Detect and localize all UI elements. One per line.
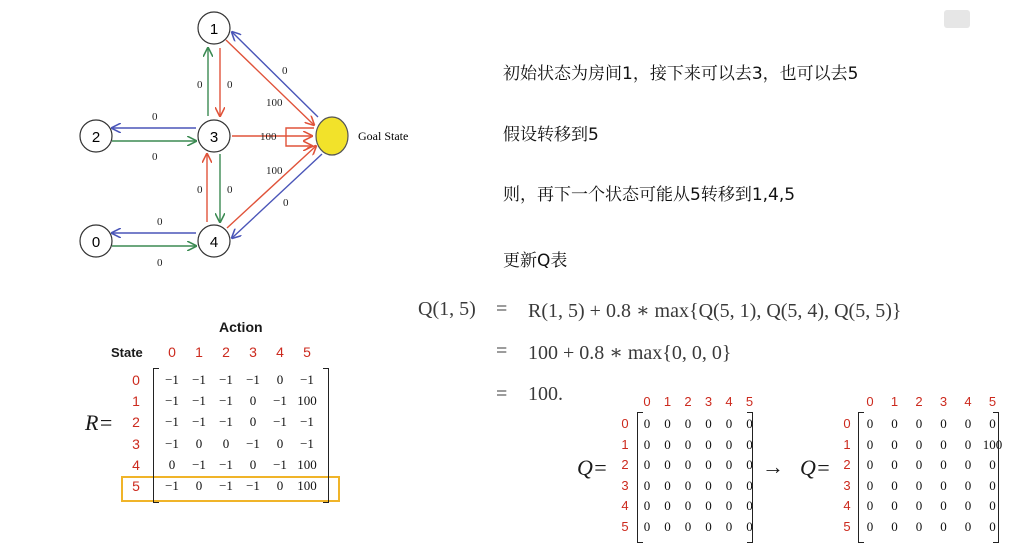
matrix-cell: 100 [297,478,317,493]
column-label: 3 [704,394,713,409]
column-label: 0 [168,344,176,360]
matrix-cell: 0 [195,435,203,451]
matrix-cell: −1 [192,372,206,387]
matrix-cell: 0 [891,416,898,431]
matrix-cell: 0 [866,416,874,431]
matrix-cell: −1 [219,372,233,387]
column-label: 5 [303,344,311,360]
goal-node [316,117,348,155]
matrix-cell: 100 [297,456,317,472]
edge-label: 0 [197,184,203,196]
column-label: 3 [939,394,948,409]
matrix-cell: 0 [725,416,733,431]
matrix-cell: −1 [165,393,179,409]
matrix-cell: 0 [989,498,996,513]
matrix-cell: 0 [222,435,230,451]
matrix-cell: 0 [705,518,712,534]
matrix-bracket-left [637,412,643,543]
equation-equals-3: = [496,383,508,405]
matrix-cell: 0 [891,498,898,513]
column-label: 2 [915,394,923,409]
row-label: 1 [132,393,140,410]
row-label: 1 [843,436,851,452]
matrix-cell: 0 [684,498,692,513]
matrix-cell: 0 [276,372,284,387]
row-label: 3 [843,477,851,493]
row-label: 0 [621,416,629,431]
column-label: 1 [663,394,672,409]
explanation-line-3: 则，再下一个状态可能从5转移到1,4,5 [503,185,796,205]
column-label: 1 [890,394,899,409]
node-label: 2 [91,129,101,146]
matrix-cell: 0 [643,416,651,431]
matrix-cell: −1 [165,478,179,493]
explanation-line-2: 假设转移到5 [503,125,599,145]
node-2 [80,120,112,152]
matrix-cell: 0 [964,518,972,534]
row-label: 0 [132,372,140,388]
node-label: 3 [209,129,219,146]
matrix-bracket-left [153,368,159,503]
matrix-cell: −1 [165,435,179,451]
r-matrix-name: R= [85,410,114,435]
matrix-cell: 0 [989,518,996,534]
edge-goal-self-loop [286,128,314,146]
matrix-cell: 0 [915,518,923,534]
matrix-cell: 0 [915,457,923,472]
node-label: 1 [209,21,219,38]
row-label: 2 [132,414,140,431]
explanation-line-1: 初始状态为房间1，接下来可以去3，也可以去5 [503,64,859,84]
matrix-cell: 0 [643,457,651,472]
column-label: 2 [684,394,692,409]
arrow-right-icon: → [762,454,784,479]
edge-label: 0 [227,79,233,91]
watermark-placeholder [944,10,970,28]
matrix-cell: 0 [705,436,712,452]
matrix-cell: −1 [273,393,287,409]
matrix-cell: 0 [276,435,284,451]
matrix-cell: −1 [219,393,233,409]
action-label: Action [219,319,263,335]
column-label: 0 [866,394,874,409]
matrix-cell: −1 [219,478,233,493]
matrix-cell: 0 [643,518,651,534]
matrix-cell: 0 [643,477,651,493]
node-0 [80,225,112,257]
matrix-cell: 0 [664,457,671,472]
matrix-cell: 0 [989,477,996,493]
matrix-cell: 0 [964,498,972,513]
edge-label: 0 [157,216,163,228]
column-label: 2 [222,344,230,360]
matrix-cell: 0 [725,436,733,452]
matrix-cell: 0 [684,436,692,452]
edge-1-to-goal [226,40,314,125]
edge-label: 0 [282,65,288,77]
matrix-cell: −1 [300,372,314,387]
edge-label: 100 [260,131,277,143]
matrix-cell: 0 [684,457,692,472]
matrix-cell: 0 [989,457,996,472]
matrix-cell: −1 [219,456,233,472]
edge-label: 0 [152,111,158,123]
matrix-cell: 0 [746,518,753,534]
edge-label: 0 [157,257,163,269]
row-label: 0 [843,416,851,431]
equation-rhs-3: 100. [528,383,563,405]
matrix-cell: 0 [684,416,692,431]
matrix-bracket-right [747,412,753,543]
matrix-cell: 0 [964,457,972,472]
column-label: 4 [276,344,284,360]
edge-label: 0 [227,184,233,196]
node-1 [198,12,230,44]
column-label: 3 [249,344,257,360]
equation-lhs: Q(1, 5) [418,298,476,320]
matrix-cell: 0 [989,416,996,431]
row-label: 5 [621,518,629,534]
edge-label: 100 [266,97,283,109]
matrix-cell: 0 [746,477,753,493]
matrix-cell: 0 [940,498,947,513]
matrix-cell: 0 [684,477,692,493]
matrix-cell: 0 [725,518,733,534]
matrix-cell: 0 [915,416,923,431]
matrix-cell: 0 [891,518,898,534]
matrix-cell: 0 [705,477,712,493]
node-3 [198,120,230,152]
matrix-cell: 0 [891,477,898,493]
column-label: 4 [725,394,733,409]
row-label: 1 [621,436,629,452]
matrix-cell: 0 [940,436,947,452]
matrix-cell: −1 [219,414,233,430]
matrix-cell: 0 [746,498,753,513]
matrix-cell: 0 [891,457,898,472]
column-label: 0 [643,394,651,409]
matrix-bracket-left [858,412,864,543]
matrix-bracket-right [323,368,329,503]
matrix-cell: 0 [276,478,284,493]
row-label: 2 [843,457,851,472]
matrix-cell: 0 [915,498,923,513]
matrix-cell: 0 [705,498,712,513]
matrix-cell: −1 [192,456,206,472]
row-label: 4 [621,498,629,513]
edge-label: 0 [283,197,289,209]
row-label: 5 [843,518,851,534]
matrix-cell: 0 [249,414,257,430]
matrix-cell: 0 [964,477,972,493]
matrix-cell: −1 [165,414,179,430]
equation-equals-1: = [496,298,508,320]
equation-rhs-2: 100 + 0.8 ∗ max{0, 0, 0} [528,342,732,364]
matrix-cell: 0 [866,477,874,493]
matrix-cell: 0 [940,518,947,534]
row-label: 4 [843,498,851,513]
matrix-cell: −1 [300,414,314,430]
explanation-line-4: 更新Q表 [503,251,568,271]
matrix-cell: 0 [725,477,733,493]
matrix-cell: 0 [664,477,671,493]
matrix-cell: −1 [246,372,260,387]
node-label: 4 [209,234,219,251]
column-label: 5 [745,394,754,409]
matrix-cell: 0 [746,416,753,431]
matrix-cell: 0 [249,456,257,472]
matrix-cell: −1 [273,456,287,472]
matrix-cell: −1 [273,414,287,430]
matrix-cell: 0 [891,436,898,452]
matrix-cell: 0 [664,416,671,431]
matrix-cell: 100 [982,436,1003,452]
matrix-cell: 0 [705,457,712,472]
matrix-cell: 0 [940,457,947,472]
matrix-cell: 0 [915,436,923,452]
matrix-cell: −1 [192,393,206,409]
q-before-name: Q= [577,455,608,480]
edge-label: 0 [197,79,203,91]
state-graph [0,0,480,300]
matrix-cell: 0 [866,436,874,452]
matrix-cell: 0 [249,393,257,409]
matrix-cell: 0 [195,478,203,493]
q-after-name: Q= [800,455,831,480]
edge-4-to-goal [227,146,316,228]
matrix-cell: 0 [643,498,651,513]
matrix-cell: 0 [964,416,972,431]
matrix-cell: 0 [866,457,874,472]
equation-rhs-1: R(1, 5) + 0.8 ∗ max{Q(5, 1), Q(5, 4), Q(5, 5)} [528,300,902,322]
matrix-cell: −1 [192,414,206,430]
matrix-cell: 0 [940,477,947,493]
state-label: State [111,345,143,360]
matrix-cell: 0 [915,477,923,493]
matrix-cell: 100 [297,393,317,409]
matrix-cell: 0 [866,498,874,513]
matrix-cell: 0 [643,436,651,452]
column-label: 5 [988,394,997,409]
goal-label: Goal State [358,129,409,143]
row-label: 4 [132,456,140,473]
matrix-cell: −1 [246,435,260,451]
row-label: 3 [132,435,140,452]
matrix-cell: 0 [746,436,753,452]
matrix-cell: 0 [684,518,692,534]
row-label: 3 [621,477,629,493]
matrix-cell: 0 [725,498,733,513]
row-label: 5 [132,478,140,494]
node-label: 0 [91,234,101,251]
edge-label: 0 [152,151,158,163]
matrix-cell: 0 [964,436,972,452]
column-label: 1 [195,344,203,360]
matrix-cell: −1 [246,478,260,493]
matrix-cell: 0 [168,456,176,472]
row-label: 2 [621,457,629,472]
matrix-cell: −1 [165,372,179,387]
matrix-cell: 0 [664,498,671,513]
matrix-cell: 0 [940,416,947,431]
matrix-cell: 0 [866,518,874,534]
matrix-cell: 0 [664,436,671,452]
edge-label: 100 [266,165,283,177]
node-4 [198,225,230,257]
matrix-cell: 0 [725,457,733,472]
matrix-cell: 0 [746,457,753,472]
matrix-cell: −1 [300,435,314,451]
column-label: 4 [964,394,972,409]
matrix-bracket-right [993,412,999,543]
matrix-cell: 0 [664,518,671,534]
matrix-cell: 0 [705,416,712,431]
equation-equals-2: = [496,340,508,362]
